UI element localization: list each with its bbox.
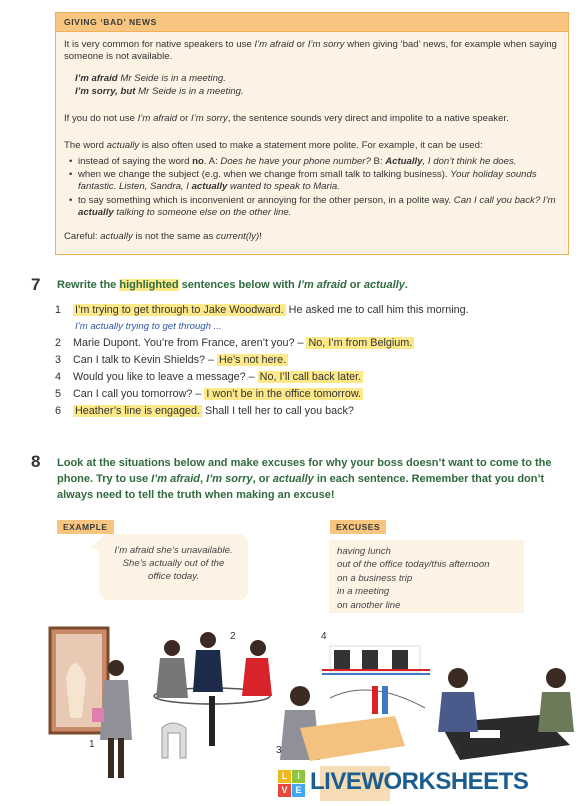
- picture-number-1: 1: [89, 739, 95, 750]
- scene-1-shopping-illustration: [50, 628, 132, 778]
- excuse-item: having lunch: [337, 546, 391, 557]
- info-example-1: I’m afraid Mr Seide is in a meeting.: [75, 73, 226, 84]
- info-example-2: I’m sorry, but Mr Seide is in a meeting.: [75, 86, 244, 97]
- picture-number-2: 2: [230, 631, 236, 642]
- info-bullet-2: • when we change the subject (e.g. when we change from small talk to talking business). Your holiday sounds fantastic. Listen, Sandra, I actually wanted to speak to Maria.: [69, 169, 559, 194]
- info-paragraph-4: Careful: actually is not the same as current(ly)!: [64, 231, 262, 242]
- ex7-item-5: 5 Can I call you tomorrow? – I won’t be in the office tomorrow.: [55, 388, 362, 400]
- picture-number-5: 5: [455, 746, 461, 757]
- info-box-title: GIVING ‘BAD’ NEWS: [64, 17, 157, 27]
- ex7-answer-example: I’m actually trying to get through ...: [75, 321, 222, 332]
- exercise-7-number: 7: [31, 275, 41, 294]
- exercise-8-number: 8: [31, 452, 41, 471]
- example-tag: EXAMPLE: [57, 520, 114, 534]
- info-box: [55, 12, 569, 255]
- info-box-header: [56, 13, 568, 32]
- ex7-item-4: 4 Would you like to leave a message? – No, I’ll call back later.: [55, 371, 362, 383]
- example-speech-bubble: [99, 534, 248, 600]
- excuses-tag: EXCUSES: [330, 520, 386, 534]
- excuses-list: [329, 540, 524, 613]
- scene-2-lunch-illustration: [154, 632, 272, 758]
- ex7-item-2: 2 Marie Dupont. You’re from France, aren’t you? – No, I’m from Belgium.: [55, 337, 413, 349]
- ex7-item-1: 1 I’m trying to get through to Jake Woodward. He asked me to call him this morning.: [55, 304, 469, 316]
- excuse-item: on a business trip: [337, 572, 413, 584]
- ex7-item-3: 3 Can I talk to Kevin Shields? – He’s not here.: [55, 354, 287, 366]
- info-bullet-1: • instead of saying the word no. A: Does he have your phone number? B: Actually, I don’t think he does.: [69, 156, 559, 168]
- example-line-1: I’m afraid she’s unavailable.: [114, 545, 233, 556]
- info-paragraph-3: The word actually is also often used to make a statement more polite. For example, it can be used:: [64, 140, 483, 151]
- info-paragraph-2: If you do not use I’m afraid or I’m sorry, the sentence sounds very direct and impolite to a native speaker.: [64, 113, 509, 124]
- example-line-3: office today.: [147, 571, 200, 582]
- example-line-2: She’s actually out of the: [122, 558, 225, 569]
- exercise-7-instruction: Rewrite the highlighted sentences below with I’m afraid or actually.: [57, 279, 408, 291]
- liveworksheets-logo-icon: L I V E: [278, 770, 306, 798]
- excuse-item: on another line: [337, 599, 401, 611]
- excuse-item: out of the office today/this afternoon: [337, 559, 490, 571]
- info-paragraph-1: It is very common for native speakers to use I’m afraid or I’m sorry when giving ‘bad’ news, for example when saying someone is not available.: [64, 39, 557, 63]
- exercise-8-instruction: Look at the situations below and make excuses for why your boss doesn’t want to come to the phone. Try to use I’m afraid, I’m sorry, or actually in each sentence. Remember that you don’t always need to tell the truth when making an excuse!: [57, 457, 552, 501]
- picture-number-4: 4: [321, 631, 327, 642]
- excuse-item: in a meeting: [337, 586, 390, 598]
- ex7-item-6: 6 Heather’s line is engaged. Shall I tell her to call you back?: [55, 405, 354, 417]
- picture-number-3: 3: [276, 745, 282, 756]
- liveworksheets-logo-text: LIVEWORKSHEETS: [310, 768, 529, 795]
- scene-4-travel-illustration: [322, 646, 430, 714]
- info-bullet-3: • to say something which is inconvenient or annoying for the other person, in a polite way. Can I call you back? I’m actually talking to someone else on the other line.: [69, 195, 559, 220]
